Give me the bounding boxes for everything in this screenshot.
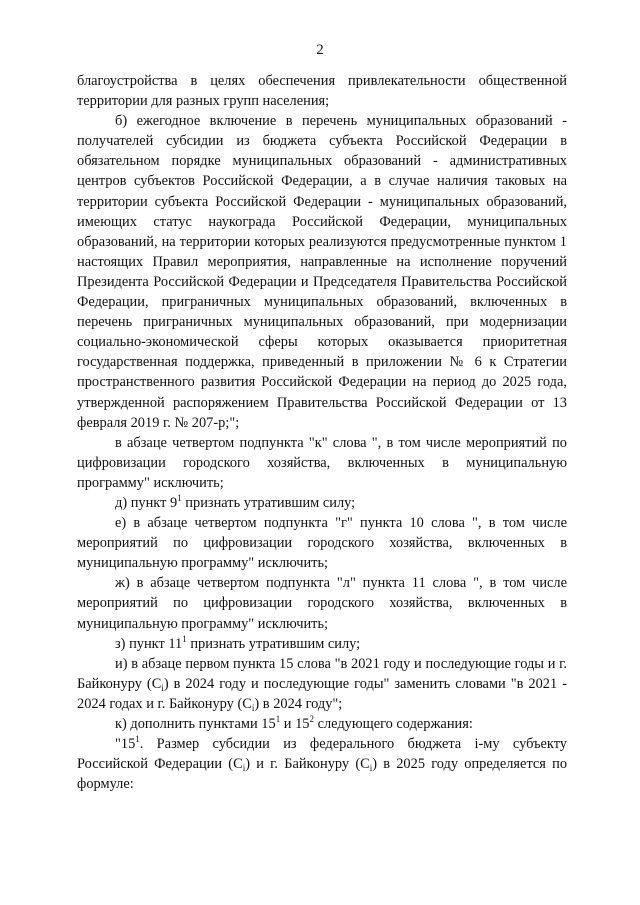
paragraph-text: в 2024 году"; (259, 695, 343, 712)
formula-symbol-ci: $(C_i)$ (146, 675, 169, 693)
paragraph-text: в 2025 году определяется по формуле: (77, 756, 568, 793)
paragraph-text: и) в абзаце первом пункта 15 слова "в 2021 году и последующие годы и г. Байконуру (77, 655, 567, 692)
superscript-index: 1 (275, 714, 281, 724)
superscript-index: 1 (135, 734, 140, 745)
formula-symbol-letter: C (151, 675, 162, 692)
paragraph-text: следующего содержания: (313, 716, 473, 732)
page-number: 2 (316, 42, 324, 58)
paragraph (77, 513, 567, 573)
paragraph-text: е) в абзаце четвертом подпункта "г" пункта 10 слова ", в том числе мероприятий по цифровизации городского хозяйства, включенных в муниципальную программу" исключить; (77, 515, 567, 572)
paragraph (77, 654, 567, 714)
paragraph-text: признать утратившим силу; (186, 635, 361, 652)
paragraph-text: и 15 (280, 716, 310, 732)
paragraph-text: д) пункт 9 (115, 494, 178, 511)
paragraph (77, 573, 567, 633)
paragraph-text: в 2024 году и последующие годы" заменить словами "в 2021 - 2024 годах и г. Байконуру (77, 675, 567, 712)
formula-subscript: i (161, 682, 164, 693)
formula-subscript: i (369, 763, 373, 774)
formula-symbol-letter: C (242, 695, 252, 712)
formula-symbol-letter: C (233, 756, 243, 773)
paragraph-text: б) ежегодное включение в перечень муниципальных образований - получателей субсидии из бюджета субъекта Российской Федерации в обязательном порядке муниципальных образований - административных центров субъектов Российской Федерации, а в случае наличия таковых на территории субъекта Российской Федерации - муниципальных образований, имеющих статус наукограда Российской Федерации, муниципальных образований, на территории которых реализуются предусмотренные пунктом 1 настоящих Правил мероприятия, направленные на исполнение поручений Президента Российской Федерации и Председателя Правительства Российской Федерации, приграничных муниципальных образований, включенных в перечень приграничных муниципальных образований, при модернизации социально-экономической сферы которых оказывается приоритетная государственная поддержка, приведенный в приложении № 6 к Стратегии пространственного развития Российской Федерации на период до 2025 года, утвержденной распоряжением Правительства Российской Федерации от 13 февраля 2019 г. № 207-р;"; (77, 113, 567, 431)
formula-subscript: i (242, 763, 246, 774)
formula-symbol-ci: $(C_i)$ (228, 756, 251, 774)
formula-symbol-ci: $(C_i)$ (237, 695, 260, 713)
paragraph (77, 433, 567, 493)
superscript-index: 1 (182, 633, 187, 644)
paragraph-text: и г. Байконуру (250, 756, 356, 773)
paragraph-text: благоустройства в целях обеспечения привлекательности общественной территории для разных групп населения; (77, 73, 567, 110)
formula-subscript: i (251, 702, 255, 713)
paragraph-text: з) пункт 11 (115, 635, 183, 652)
paragraph-text: в абзаце четвертом подпункта "к" слова ", в том числе мероприятий по цифровизации городского хозяйства, включенных в муниципальную программу" исключить; (77, 434, 567, 491)
paragraph-text: к) дополнить пунктами 15 (115, 716, 276, 732)
formula-symbol-letter: C (360, 756, 370, 773)
paragraph (77, 634, 567, 654)
formula-symbol-ci: $(C_i)$ (355, 756, 378, 774)
document-body (77, 71, 567, 794)
paragraph (77, 714, 567, 734)
superscript-index: 2 (309, 714, 314, 724)
superscript-index: 1 (177, 492, 182, 503)
paragraph-text: признать утратившим силу; (181, 494, 356, 511)
paragraph-text: . Размер субсидии из федерального бюджета i-му субъекту Российской Федерации (77, 736, 567, 773)
paragraph (77, 734, 567, 794)
paragraph (77, 71, 567, 111)
paragraph (77, 493, 567, 513)
paragraph (77, 111, 567, 433)
paragraph-text: ж) в абзаце четвертом подпункта "л" пункта 11 слова ", в том числе мероприятий по цифровизации городского хозяйства, включенных в муниципальную программу" исключить; (77, 575, 567, 632)
paragraph-text: "15 (115, 736, 136, 753)
